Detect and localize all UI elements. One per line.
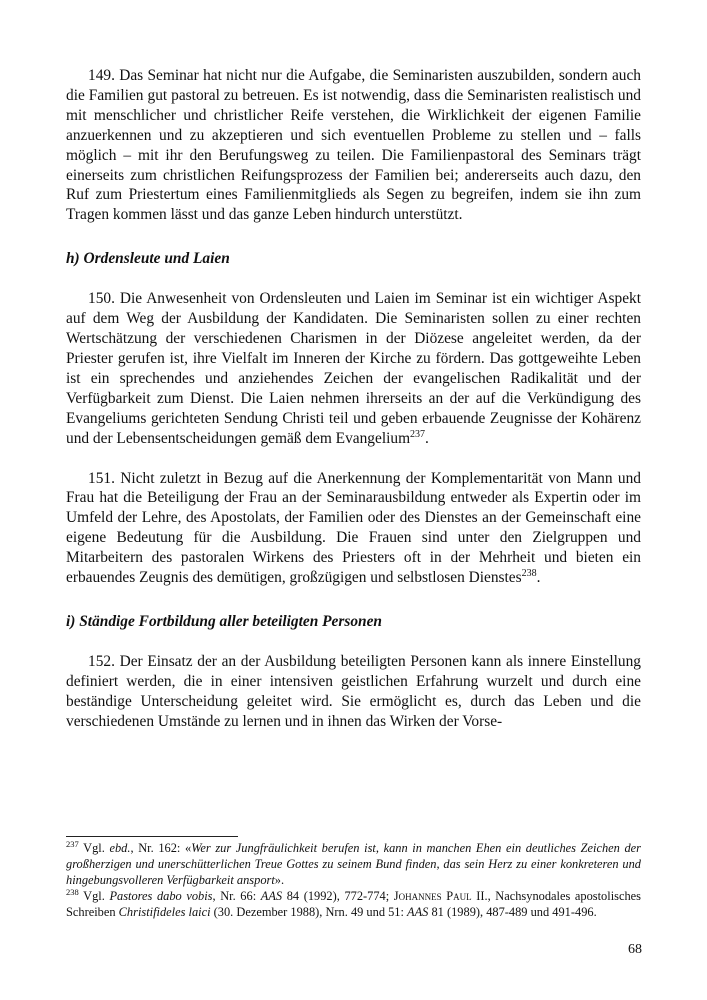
- footnote-238-text-e: 84 (1992), 772-774;: [282, 889, 394, 903]
- footnote-238: [66, 888, 641, 920]
- footnote-238-text-b: Pastores dabo vobis: [109, 889, 213, 903]
- paragraph-150: [66, 289, 641, 448]
- paragraph-151-text: 151. Nicht zuletzt in Bezug auf die Anerkennung der Komplementarität von Mann und Frau hat die Beteiligung der Frau an der Seminarausbildung entweder als Expertin oder im Umfeld der Lehre, des Apostolats, der Familien oder des Dienstes an der Gemeinschaft eine eigene Bedeutung für die Ausbildung. Die Frauen sind unter den Zielgruppen und Mitarbeitern des pastoralen Wirkens des Priesters oft in der Mehrheit und bieten ein erbauendes Zeugnis des demütigen, großzügigen und selbstlosen Dienstes: [66, 469, 641, 587]
- paragraph-150-text: 150. Die Anwesenheit von Ordensleuten und Laien im Seminar ist ein wichtiger Aspekt auf dem Weg der Ausbildung der Kandidaten. Die Seminaristen sollen zu einer rechten Wertschätzung der verschiedenen Charismen in der Diözese angeleitet werden, da der Priester gerufen ist, ihre Vielfalt im Inneren der Kirche zu fördern. Das gottgeweihte Leben ist ein sprechendes und anziehendes Zeichen der evangelischen Radikalität und der Verfügbarkeit zum Dienst. Die Laien nehmen ihrerseits an der auf die Verkündigung des Evangeliums gerichteten Sendung Christi teil und geben erbauende Zeugnisse der Kohärenz und der Lebensentscheidungen gemäß dem Evangelium: [66, 290, 641, 447]
- footnote-ref-237[interactable]: 237: [410, 428, 426, 440]
- paragraph-149: 149. Das Seminar hat nicht nur die Aufgabe, die Seminaristen auszubilden, sondern auch die Familien gut pastoral zu betreuen. Es ist notwendig, dass die Seminaristen realistisch und mit menschlicher und christlicher Reife verstehen, die Wirklichkeit der eigenen Familie anzuerkennen und zu akzeptieren und sich eventuellen Probleme zu stellen und – falls möglich – mit ihr den Berufungsweg zu teilen. Die Familienpastoral des Seminars trägt einerseits zum christlichen Reifungsprozess der Familien bei; andererseits auch dazu, den Ruf zum Priestertum eines Familienmitglieds als Segen zu begreifen, indem sie ihn zum Tragen kommen lässt und das ganze Leben hindurch unterstützt.: [66, 67, 641, 224]
- footnote-237-quote: Wer zur Jungfräulichkeit berufen ist, kann in manchen Ehen ein deutliches Zeichen der großherzigen und unerschütterlichen Treue Gottes zu seinem Bund finden, das sein Herz zu einer konkreteren und hingebungsvolleren Verfügbarkeit ansport: [66, 841, 642, 887]
- paragraph-152: 152. Der Einsatz der an der Ausbildung beteiligten Personen kann als innere Einstellung definiert werden, die in einer intensiven geistlichen Erfahrung wurzelt und durch eine beständige Unterscheidung geleitet wird. Sie ermöglicht es, durch das Leben und die verschiedenen Umstände zu lernen und in ihnen das Wirken der Vorse-: [66, 652, 641, 730]
- footnote-238-text-i: (30. Dezember 1988), Nrn. 49 und 51:: [210, 905, 408, 919]
- footnote-ref-238[interactable]: 238: [521, 567, 537, 579]
- section-heading-i: i) Ständige Fortbildung aller beteiligten Personen: [66, 612, 382, 630]
- footnote-238-text-j: AAS: [407, 905, 429, 919]
- footnote-238-text-d: AAS: [260, 889, 283, 903]
- footnote-divider: [66, 836, 238, 837]
- footnote-238-text-a: Vgl.: [78, 889, 110, 903]
- footnote-237-text-b: ebd.: [109, 841, 131, 855]
- paragraph-150-end: .: [425, 429, 429, 447]
- page-body: [66, 66, 641, 752]
- section-heading-h: h) Ordensleute und Laien: [66, 250, 230, 268]
- footnote-238-text-g: , Nachsynodales apostolisches Schreiben: [66, 889, 641, 919]
- footnote-238-number: 238: [66, 886, 79, 897]
- paragraph-151-end: .: [536, 569, 541, 587]
- footnote-238-text-c: , Nr. 66:: [212, 889, 261, 903]
- paragraph-151: [66, 469, 641, 588]
- footnote-237-text-c: , Nr. 162: «: [130, 841, 192, 855]
- footnote-238-text-h: Christifideles laici: [118, 905, 211, 919]
- footnote-238-author: Johannes Paul II.: [393, 889, 488, 903]
- footnotes: [66, 840, 641, 920]
- footnote-237-text-a: Vgl.: [78, 841, 110, 855]
- footnote-237: [66, 840, 641, 888]
- footnote-237-text-e: ».: [274, 873, 285, 887]
- page-number: 68: [628, 942, 642, 957]
- footnote-237-number: 237: [66, 838, 79, 849]
- footnote-238-text-k: 81 (1989), 487-489 und 491-496.: [428, 905, 597, 919]
